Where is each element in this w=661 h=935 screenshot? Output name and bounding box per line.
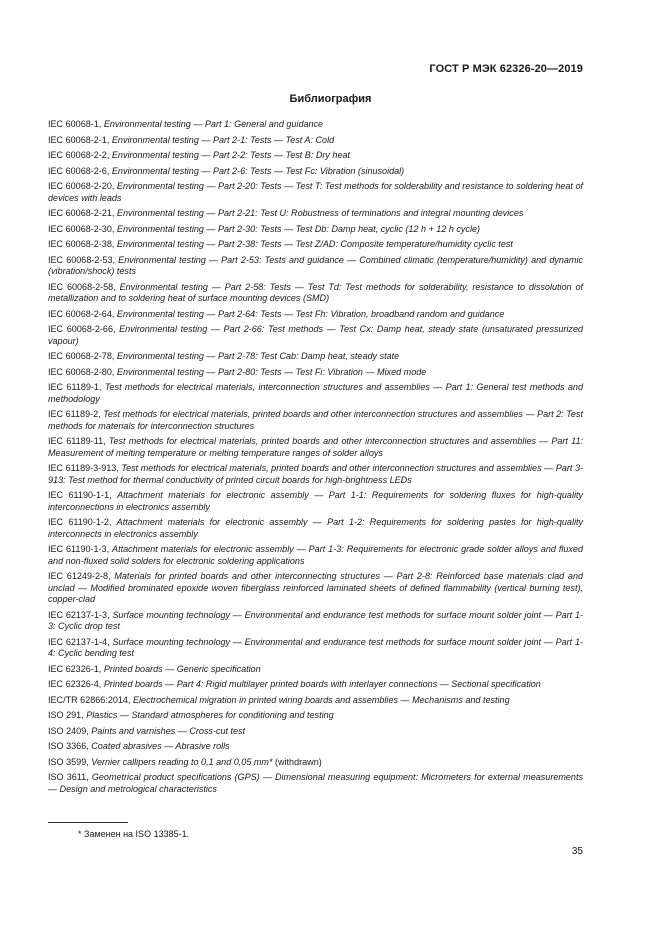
bibliography-entry <box>48 695 583 707</box>
entry-title: Attachment materials for electronic assembly — Part 1-1: Requirements for soldering fluxes for high-quality interconnections in electronics assembly <box>48 490 583 512</box>
entry-title: Paints and varnishes — Cross-cut test <box>91 725 246 736</box>
entry-code: IEC 60068-1, <box>48 119 102 129</box>
entry-code: IEC 60068-2-21, <box>48 208 115 218</box>
bibliography-entry <box>48 119 583 131</box>
entry-code: IEC 61189-11, <box>48 436 106 446</box>
bibliography-entry <box>48 679 583 691</box>
entry-code: IEC 61190-1-2, <box>48 517 112 527</box>
entry-code: IEC 60068-2-66, <box>48 324 116 334</box>
bibliography-entry <box>48 517 583 540</box>
entry-code: IEC 62137-1-4, <box>48 636 110 647</box>
entry-code: IEC 62137-1-3, <box>48 609 110 620</box>
entry-code: IEC 60068-2-80, <box>48 366 115 377</box>
entry-title: Environmental testing — Part 2-21: Test U: Robustness of terminations and integral mounting devices <box>116 208 524 218</box>
entry-code: IEC 61249-2-8, <box>48 571 111 581</box>
page-number: 35 <box>571 846 583 857</box>
bibliography-entry <box>48 741 583 753</box>
entry-title: Test methods for electrical materials, printed boards and other interconnection structures and assemblies — Part 11: Measurement of melting temperature or melting temperature ranges of solder alloys <box>48 436 584 458</box>
bibliography-entry <box>48 409 583 432</box>
entry-title: Environmental testing — Part 1: General and guidance <box>103 119 324 129</box>
entry-title: Surface mounting technology — Environmental and endurance test methods for surface mount solder joint — Part 1-4: Cyclic bending test <box>48 636 583 658</box>
entry-code: IEC/TR 62866:2014, <box>48 694 131 705</box>
bibliography-entry <box>48 382 583 405</box>
bibliography-entry <box>48 710 583 722</box>
entry-code: IEC 62326-4, <box>48 679 102 689</box>
bibliography-entry <box>48 610 583 633</box>
entry-code: IEC 60068-2-58, <box>48 281 116 292</box>
bibliography-entry <box>48 664 583 676</box>
entry-code: IEC 61189-1, <box>48 382 102 392</box>
entry-code: IEC 60068-2-53, <box>48 254 116 265</box>
bibliography-entry <box>48 255 583 278</box>
bibliography-entry <box>48 571 583 606</box>
bibliography-entry <box>48 166 583 178</box>
entry-code: IEC 60068-2-30, <box>48 223 115 234</box>
bibliography-entry <box>48 772 583 795</box>
entry-code: IEC 60068-2-1, <box>48 134 110 145</box>
entry-title: Printed boards — Part 4: Rigid multilayer printed boards with interlayer connections — Sectional specification <box>103 679 541 689</box>
bibliography-entry <box>48 135 583 147</box>
entry-title: Materials for printed boards and other interconnecting structures — Part 2-8: Reinforced base materials clad and unclad — Modified brominated epoxide woven fiberglass reinforced laminated sheets of defined flammability (vertical burning test), copper-clad <box>48 571 584 604</box>
entry-title: Environmental testing — Part 2-6: Tests — Test Fc: Vibration (sinusoidal) <box>111 165 405 176</box>
entry-title: Attachment materials for electronic assembly — Part 1-3: Requirements for electronic grade solder alloys and fluxed and non-fluxed solid solders for electronic soldering applications <box>48 544 583 566</box>
bibliography-entry <box>48 282 583 305</box>
bibliography-entry <box>48 239 583 251</box>
entry-code: IEC 61189-2, <box>48 409 101 419</box>
entry-title: Environmental testing — Part 2-1: Tests — Test A: Cold <box>111 134 335 145</box>
bibliography-entry <box>48 637 583 660</box>
bibliography-entry <box>48 351 583 363</box>
entry-title: Environmental testing — Part 2-20: Tests — Test T: Test methods for solderability and resistance to soldering heat of devices with leads <box>48 181 584 203</box>
entry-title: Environmental testing — Part 2-38: Tests — Test Z/AD: Composite temperature/humidity cyclic test <box>116 239 513 249</box>
entry-title: Geometrical product specifications (GPS) — Dimensional measuring equipment: Micrometers for external measurements — Design and metrological characteristics <box>48 772 583 794</box>
bibliography-entry <box>48 436 583 459</box>
bibliography-entry <box>48 757 583 769</box>
entry-title: Coated abrasives — Abrasive rolls <box>91 741 230 751</box>
bibliography-list <box>48 119 583 799</box>
document-code: ГОСТ Р МЭК 62326-20—2019 <box>429 63 583 75</box>
entry-code: IEC 60068-2-64, <box>48 308 115 319</box>
entry-code: IEC 60068-2-20, <box>48 181 115 191</box>
entry-code: IEC 60068-2-6, <box>48 165 110 176</box>
bibliography-entry <box>48 324 583 347</box>
bibliography-entry <box>48 309 583 321</box>
bibliography-entry <box>48 367 583 379</box>
entry-title: Environmental testing — Part 2-80: Tests — Test Fi: Vibration — Mixed mode <box>116 366 427 377</box>
footnote: * Заменен на ISO 13385-1. <box>78 829 190 839</box>
entry-title: Environmental testing — Part 2-58: Tests — Test Td: Test methods for solderability, resistance to dissolution of metallization and to soldering heat of surface mounting devices (SMD) <box>48 281 583 303</box>
bibliography-entry <box>48 181 583 204</box>
entry-code: ISO 3611, <box>48 772 89 782</box>
entry-title: Electrochemical migration in printed wiring boards and assemblies — Mechanisms and testing <box>133 694 510 705</box>
footnote-divider <box>48 822 128 823</box>
entry-title: Test methods for electrical materials, interconnection structures and assemblies — Part 1: General test methods and methodology <box>48 382 583 404</box>
entry-title: Environmental testing — Part 2-78: Test Cab: Damp heat, steady state <box>116 351 400 361</box>
bibliography-entry <box>48 544 583 567</box>
entry-title: Environmental testing — Part 2-53: Tests and guidance — Combined climatic (temperature/humidity) and dynamic (vibration/shock) tests <box>48 254 584 276</box>
entry-code: IEC 62326-1, <box>48 663 102 674</box>
entry-code: IEC 61190-1-1, <box>48 490 112 500</box>
entry-title: Environmental testing — Part 2-66: Test methods — Test Cx: Damp heat, steady state (unsaturated pressurized vapour) <box>48 324 584 346</box>
entry-code: ISO 2409, <box>48 725 89 736</box>
entry-code: IEC 60068-2-2, <box>48 150 110 160</box>
entry-title: Environmental testing — Part 2-30: Tests — Test Db: Damp heat, cyclic (12 h + 12 h cycle) <box>116 223 481 234</box>
entry-code: IEC 61190-1-3, <box>48 544 110 554</box>
entry-title: Plastics — Standard atmospheres for conditioning and testing <box>86 710 334 720</box>
entry-title: Test methods for electrical materials, printed boards and other interconnection structures and assemblies — Part 2: Test methods for materials for interconnection structures <box>48 409 583 431</box>
entry-title: Environmental testing — Part 2-64: Tests — Test Fh: Vibration, broadband random and guidance <box>116 308 505 319</box>
entry-code: ISO 3366, <box>48 741 89 751</box>
bibliography-entry <box>48 208 583 220</box>
entry-title: Test methods for electrical materials, printed boards and other interconnection structures and assemblies — Part 3-913: Test method for thermal conductivity of printed circuit boards for high-brightness LEDs <box>48 463 584 485</box>
bibliography-entry <box>48 726 583 738</box>
entry-title: Printed boards — Generic specification <box>103 663 261 674</box>
bibliography-entry <box>48 490 583 513</box>
bibliography-entry <box>48 463 583 486</box>
entry-title: Attachment materials for electronic assembly — Part 1-2: Requirements for soldering pastes for high-quality interconnects in electronics assembly <box>48 517 584 539</box>
entry-code: ISO 291, <box>48 710 84 720</box>
entry-code: IEC 60068-2-38, <box>48 239 115 249</box>
bibliography-entry <box>48 224 583 236</box>
entry-note: (withdrawn) <box>272 756 322 767</box>
entry-code: IEC 61189-3-913, <box>48 463 119 473</box>
entry-title: Surface mounting technology — Environmental and endurance test methods for surface mount solder joint — Part 1-3: Cyclic drop test <box>48 609 583 631</box>
bibliography-title: Библиография <box>289 93 372 105</box>
entry-code: ISO 3599, <box>48 756 89 767</box>
entry-title: Environmental testing — Part 2-2: Tests — Test B: Dry heat <box>111 150 351 160</box>
bibliography-entry <box>48 150 583 162</box>
entry-code: IEC 60068-2-78, <box>48 351 115 361</box>
entry-title: Vernier callipers reading to 0,1 and 0,05 mm* <box>91 756 273 767</box>
